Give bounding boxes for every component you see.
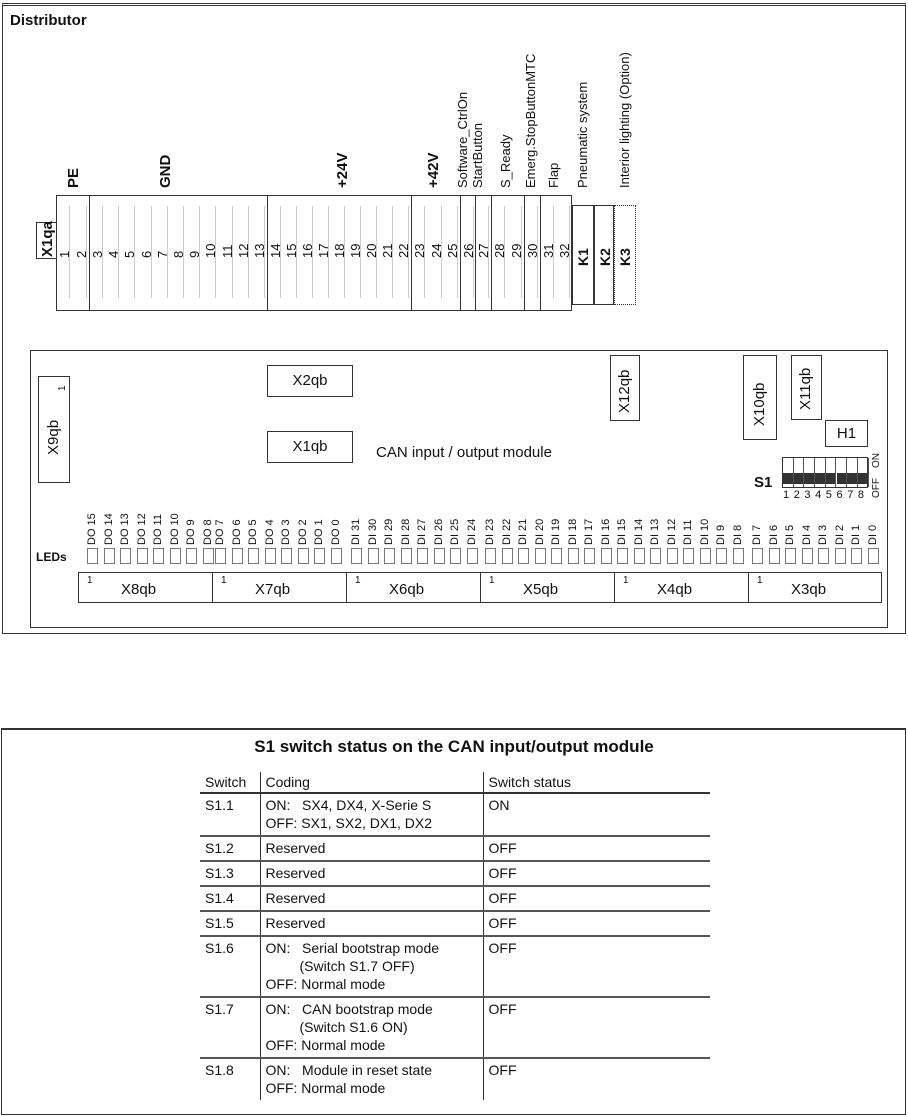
switch-status: OFF [483,861,710,886]
io-signal-label: DI 21 [517,518,529,545]
terminal-pin-number: 11 [219,244,235,258]
status-led [785,548,796,564]
relay-description: Interior lighting (Option) [617,52,632,188]
io-signal-label: DI 25 [449,518,461,545]
pin-one-marker: 1 [355,575,361,586]
io-signal-label: DI 17 [583,518,595,545]
x12qb-label: X12qb [616,369,633,413]
leds-label: LEDs [36,550,67,564]
terminal-group-label: S_Ready [498,134,513,188]
terminal-group-label: GND [157,154,174,188]
switch-status: OFF [483,836,710,861]
switch-id: S1.4 [200,886,260,911]
connector-x4qb [614,572,748,603]
dip-switch-number: 2 [793,489,800,501]
switch-id: S1.8 [200,1058,260,1100]
distributor-title: Distributor [10,12,87,29]
coding-cell [260,861,483,886]
terminal-group-label: +42V [425,152,442,188]
terminal-group-label: StartButton [470,122,485,188]
dip-switch-lever [783,473,793,484]
io-signal-label: DO 4 [263,519,276,545]
io-signal-label: DO 12 [135,513,148,545]
io-signal-label: DI 8 [731,524,744,545]
io-signal-label: DI 28 [399,518,412,545]
pin-one-marker: 1 [623,575,629,586]
relay-k1 [572,205,594,305]
terminal-pin-number: 13 [251,243,267,258]
table-row [200,997,710,1058]
status-led [851,548,862,564]
x2qb-connector: X2qb [267,365,353,397]
io-signal-label: DO 5 [247,519,259,545]
io-signal-label: DI 31 [350,518,362,545]
io-signal-label: DO 1 [313,519,325,545]
dip-switch-lever [794,473,804,484]
io-signal-label: DI 6 [767,524,780,545]
terminal-group-label: +24V [334,152,351,188]
switch-status: OFF [488,1062,517,1078]
relay-label: K2 [597,248,613,266]
connector-label: X7qb [255,581,291,598]
switch-id: S1.1 [200,793,260,836]
status-led [368,548,379,564]
connector-x6qb [346,572,480,603]
dip-switch-lever [858,473,868,484]
dip-switch-number: 3 [804,489,811,501]
coding-cell [260,1058,483,1100]
terminal-group-label: PE [65,167,82,188]
status-led [170,548,181,564]
col-status: Switch status [483,772,710,793]
io-signal-label: DI 10 [698,518,711,545]
coding-line: Reserved [265,915,326,931]
coding-line: Reserved [265,865,326,881]
dip-switch-5[interactable] [826,458,837,487]
x1qa-label: X1qa [39,221,56,257]
io-signal-label: DI 23 [484,518,496,545]
switch-id: S1.5 [200,911,260,936]
coding-cell [260,793,483,836]
io-signal-label: DO 6 [230,519,243,545]
terminal-pin-number: 20 [364,243,379,258]
io-signal-label: DI 9 [715,524,727,545]
terminal-pin-number: 6 [138,250,154,258]
relay-description: Pneumatic system [575,81,590,188]
status-led [248,548,259,564]
terminal-pin-number: 31 [541,243,556,258]
io-signal-label: DI 4 [800,524,813,545]
io-signal-label: DI 27 [416,518,428,545]
terminal-pin-number: 26 [460,243,476,258]
io-signal-label: DI 1 [850,524,862,545]
table-row [200,793,710,836]
switch-status: OFF [483,936,710,997]
col-switch: Switch [200,772,260,793]
coding-line: ON: CAN bootstrap mode [265,1001,433,1017]
dip-switch-number: 4 [815,489,822,501]
coding-cell [260,936,483,997]
io-signal-label: DI 14 [632,518,645,545]
status-led [215,548,226,564]
switch-id: S1.3 [200,861,260,886]
coding-line: Reserved [265,840,326,856]
dip-switch-4[interactable] [815,458,826,487]
status-led [769,548,780,564]
status-led [351,548,362,564]
status-led [868,548,879,564]
x10qb-connector [743,355,777,440]
coding-line: ON: Module in reset state [265,1062,433,1078]
x11qb-connector [791,355,822,420]
terminal-pin-number: 2 [73,250,89,258]
connector-x8qb [78,572,212,603]
status-led [232,548,243,564]
terminal-pin-number: 10 [203,243,219,258]
connector-label: X3qb [791,581,827,598]
io-signal-label: DO 15 [86,513,98,545]
terminal-pin-number: 16 [300,243,315,258]
terminal-pin-number: 32 [557,243,572,258]
switch-id: S1.6 [200,936,260,997]
io-signal-label: DI 13 [649,518,661,545]
terminal-pin-number: 7 [154,250,170,258]
terminal-pin-number: 30 [525,243,540,258]
io-signal-label: DI 3 [817,524,829,545]
io-signal-label: DO 9 [185,519,197,545]
dip-switch-number: 7 [847,489,854,501]
terminal-pin-number: 25 [444,243,460,258]
io-signal-label: DI 2 [833,524,846,545]
io-signal-label: DO 13 [119,513,131,545]
connector-label: X5qb [523,581,559,598]
status-led [434,548,445,564]
io-signal-label: DO 8 [201,519,214,545]
status-led [551,548,562,564]
terminal-pin-number: 22 [396,243,411,258]
x9qb-connector [38,376,70,483]
switch-off-label: OFF [871,478,882,498]
terminal-group-label: Emerg.StopButtonMTC [523,53,538,188]
status-led [265,548,276,564]
coding-cell [260,911,483,936]
terminal-group-label: Software_CtrlOn [455,91,470,188]
relay-k2 [594,205,614,305]
connector-label: X8qb [121,581,157,598]
terminal-pin-number: 17 [316,243,331,258]
s1-dip-switch[interactable] [782,457,868,488]
switch-id: S1.7 [200,997,260,1058]
terminal-pin-number: 15 [284,243,299,258]
coding-line: OFF: Normal mode [265,1037,386,1053]
terminal-pin-number: 27 [476,243,491,258]
coding-line: OFF: SX1, SX2, DX1, DX2 [265,815,433,831]
status-led [835,548,846,564]
dip-switch-3[interactable] [804,458,815,487]
dip-switch-8[interactable] [858,458,869,487]
coding-line: ON: SX4, DX4, X-Serie S [265,797,432,813]
status-led [634,548,645,564]
x9qb-label: X9qb [45,419,62,455]
terminal-pin-number: 14 [268,243,283,258]
status-led [502,548,513,564]
dip-switch-lever [804,473,814,484]
coding-cell [260,886,483,911]
io-signal-label: DI 26 [432,518,445,545]
io-signal-label: DI 20 [533,518,546,545]
status-led [203,548,214,564]
dip-switch-number: 8 [857,489,865,501]
status-led [535,548,546,564]
terminal-block-x1qa [56,195,572,311]
table-title: S1 switch status on the CAN input/output module [254,737,654,756]
s1-label: S1 [754,474,773,491]
x11qb-label: X11qb [797,367,814,410]
coding-cell [260,997,483,1058]
table-row [200,936,710,997]
pin-one-marker: 1 [757,575,763,586]
terminal-pin-number: 24 [428,243,444,258]
status-led [518,548,529,564]
x1qb-connector: X1qb [267,431,353,463]
dip-switch-7[interactable] [847,458,858,487]
dip-switch-1[interactable] [783,458,794,487]
status-led [314,548,325,564]
terminal-group-label: Flap [546,162,561,188]
h1-indicator: H1 [825,420,868,447]
io-signal-label: DI 29 [383,518,395,545]
io-signal-label: DI 5 [784,524,796,545]
dip-switch-number: 5 [825,489,832,501]
connector-label: X6qb [389,581,425,598]
col-coding: Coding [260,772,483,793]
coding-cell [260,836,483,861]
status-led [802,548,813,564]
pin-one-marker: 1 [221,575,227,586]
table-row [200,836,710,861]
status-led [485,548,496,564]
terminal-pin-number: 3 [90,250,106,258]
terminal-pin-number: 23 [412,243,428,258]
terminal-pin-number: 18 [332,243,347,258]
terminal-pin-number: 21 [380,243,395,258]
terminal-pin-number: 29 [508,243,524,258]
table-row [200,861,710,886]
status-led [818,548,829,564]
status-led [733,548,744,564]
status-led [137,548,148,564]
terminal-pin-number: 9 [187,250,203,258]
switch-status: OFF [483,911,710,936]
status-led [667,548,678,564]
terminal-pin-number: 5 [122,250,138,258]
status-led [752,548,763,564]
pin-one-marker: 1 [489,575,495,586]
io-signal-label: DI 22 [500,518,513,545]
connector-x7qb [212,572,346,603]
terminal-pin-number: 4 [106,250,122,258]
io-signal-label: DO 3 [280,519,292,545]
switch-status-table [200,772,710,1100]
status-led [617,548,628,564]
coding-line: ON: Serial bootstrap mode [265,940,440,956]
status-led [584,548,595,564]
module-name: CAN input / output module [376,444,552,461]
io-signal-label: DI 24 [465,518,478,545]
io-signal-label: DI 11 [682,519,694,545]
io-signal-label: DO 2 [296,519,309,545]
status-led [450,548,461,564]
io-signal-label: DI 19 [550,518,562,545]
dip-switch-lever [826,473,836,484]
terminal-pin-number: 12 [235,243,251,258]
io-signal-label: DO 14 [102,513,115,545]
dip-switch-lever [815,473,825,484]
table-row [200,911,710,936]
io-signal-label: DI 15 [616,518,628,545]
table-row [200,1058,710,1100]
coding-line: Reserved [265,890,326,906]
status-led [683,548,694,564]
terminal-pin-number: 19 [348,243,363,258]
status-led [601,548,612,564]
status-led [331,548,342,564]
table-row [200,886,710,911]
status-led [417,548,428,564]
io-signal-label: DI 7 [751,524,763,545]
io-signal-label: DI 18 [566,518,579,545]
io-signal-label: DI 0 [866,524,879,545]
dip-switch-number: 6 [836,489,843,501]
dip-switch-6[interactable] [837,458,848,487]
status-led [87,548,98,564]
relay-label: K3 [617,248,633,266]
dip-switch-lever [837,473,847,484]
status-led [298,548,309,564]
status-led [650,548,661,564]
x9qb-pin-one: 1 [57,385,68,391]
dip-switch-2[interactable] [794,458,805,487]
switch-status: OFF [483,997,710,1058]
coding-line: (Switch S1.6 ON) [299,1019,408,1035]
switch-status: ON [483,793,710,836]
status-led [401,548,412,564]
x10qb-label: X10qb [751,382,768,426]
io-signal-label: DO 0 [329,519,342,545]
dip-switch-lever [847,473,857,484]
switch-on-label: ON [871,453,882,468]
io-signal-label: DO 7 [214,519,226,545]
io-signal-label: DI 12 [665,518,678,545]
status-led [700,548,711,564]
x12qb-connector [610,355,640,421]
coding-line: OFF: Normal mode [265,1080,386,1096]
connector-x5qb [480,572,614,603]
terminal-pin-number: 8 [171,250,186,258]
terminal-pin-number: 1 [57,250,73,258]
relay-label: K1 [575,248,591,266]
status-led [716,548,727,564]
status-led [467,548,478,564]
pin-one-marker: 1 [87,575,93,586]
status-led [120,548,131,564]
relay-k3 [614,205,636,305]
switch-id: S1.2 [200,836,260,861]
dip-switch-number: 1 [783,489,790,501]
terminal-pin-number: 28 [492,243,508,258]
io-signal-label: DO 10 [168,513,181,545]
io-signal-label: DO 11 [152,514,164,545]
status-led [281,548,292,564]
io-signal-label: DI 30 [366,518,379,545]
connector-x3qb [748,572,882,603]
switch-status: OFF [483,886,710,911]
status-led [568,548,579,564]
status-led [104,548,115,564]
io-signal-label: DI 16 [599,518,612,545]
status-led [153,548,164,564]
coding-line: OFF: Normal mode [265,976,386,992]
status-led [384,548,395,564]
coding-line: (Switch S1.7 OFF) [299,958,415,974]
connector-label: X4qb [657,581,693,598]
status-led [186,548,197,564]
